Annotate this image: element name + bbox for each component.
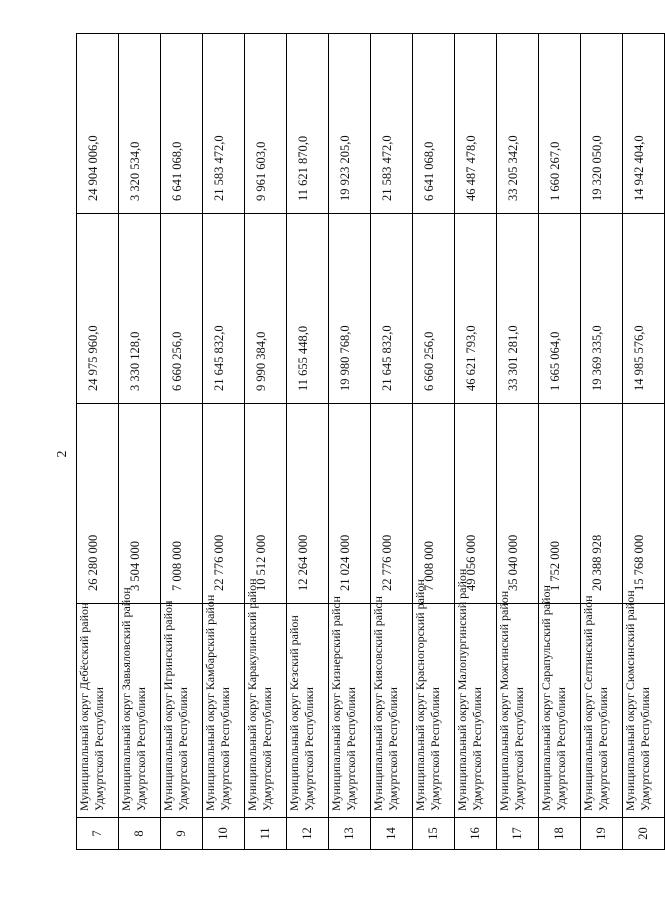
row-number: 18 [539,818,581,850]
municipality-name-line1: Муниципальный округ Камбарский район [203,594,217,811]
rotated-table-container [76,34,652,850]
page-number: 2 [55,450,70,458]
value-column-b: 24 975 960,0 [77,214,119,404]
row-number: 8 [119,818,161,850]
value-column-c: 46 487 478,0 [455,34,497,214]
row-number: 10 [203,818,245,850]
value-column-a: 10 512 000 [245,404,287,604]
row-number: 9 [161,818,203,850]
municipality-name-line2: Удмуртской Республики [134,687,148,811]
table-row [329,34,371,850]
municipality-name-line2: Удмуртской Республики [218,687,232,811]
value-column-b: 33 301 281,0 [497,214,539,404]
row-number: 12 [287,818,329,850]
value-column-a: 1 752 000 [539,404,581,604]
municipality-name-line1: Муниципальный округ Завьяловский район [119,587,133,811]
table-row [413,34,455,850]
municipality-name-line1: Муниципальный округ Каракулинский район [245,578,259,811]
row-number: 19 [581,818,623,850]
municipality-name-line2: Удмуртской Республики [554,687,568,811]
value-column-c: 1 660 267,0 [539,34,581,214]
municipality-name [497,590,539,818]
value-column-b: 11 655 448,0 [287,214,329,404]
municipality-name [161,600,203,818]
municipality-name-line1: Муниципальный округ Дебёсский район [77,602,91,811]
municipality-name-line2: Удмуртской Республики [260,687,274,811]
value-column-a: 12 264 000 [287,404,329,604]
row-number: 13 [329,818,371,850]
value-column-b: 19 369 335,0 [581,214,623,404]
value-column-b: 6 660 256,0 [161,214,203,404]
value-column-c: 11 621 870,0 [287,34,329,214]
municipality-name [371,596,413,818]
value-column-c: 19 320 050,0 [581,34,623,214]
municipality-name [119,587,161,818]
municipality-name [623,590,665,818]
municipality-name-line2: Удмуртской Республики [344,687,358,811]
municipality-name-line2: Удмуртской Республики [596,687,610,811]
municipality-name-line1: Муниципальный округ Киясовский район [371,596,385,811]
municipality-name-line2: Удмуртской Республики [302,687,316,811]
table-row [77,34,119,850]
table-row [245,34,287,850]
municipality-name-line2: Удмуртской Республики [176,687,190,811]
value-column-a: 22 776 000 [371,404,413,604]
value-column-c: 14 942 404,0 [623,34,665,214]
municipality-name-line1: Муниципальный округ Кизнерский район [329,596,343,811]
municipality-name-line2: Удмуртской Республики [92,687,106,811]
municipality-name-line2: Удмуртской Республики [470,687,484,811]
value-column-c: 6 641 068,0 [161,34,203,214]
value-column-b: 9 990 384,0 [245,214,287,404]
municipality-name-line1: Муниципальный округ Селтинский район [581,595,595,811]
value-column-b: 1 665 064,0 [539,214,581,404]
municipality-name-line1: Муниципальный округ Малопургинский район [455,568,469,811]
row-number: 16 [455,818,497,850]
value-column-c: 19 923 205,0 [329,34,371,214]
value-column-a: 35 040 000 [497,404,539,604]
municipality-name [203,594,245,818]
municipality-name-line1: Муниципальный округ Можгинский район [497,590,511,811]
value-column-b: 19 980 768,0 [329,214,371,404]
value-column-c: 6 641 068,0 [413,34,455,214]
table-row [497,34,539,850]
value-column-a: 3 504 000 [119,404,161,604]
value-column-a: 21 024 000 [329,404,371,604]
table-row [119,34,161,850]
table-row [371,34,413,850]
value-column-a: 15 768 000 [623,404,665,604]
table-row [161,34,203,850]
row-number: 11 [245,818,287,850]
municipality-name [245,578,287,818]
row-number: 17 [497,818,539,850]
value-column-c: 21 583 472,0 [203,34,245,214]
row-number: 14 [371,818,413,850]
municipality-name [539,585,581,818]
value-column-b: 21 645 832,0 [371,214,413,404]
municipality-name [77,604,119,818]
value-column-b: 21 645 832,0 [203,214,245,404]
value-column-b: 46 621 793,0 [455,214,497,404]
value-column-c: 33 205 342,0 [497,34,539,214]
municipality-name-line1: Муниципальный округ Красногорский район [413,579,427,811]
row-number: 20 [623,818,665,850]
value-column-a: 22 776 000 [203,404,245,604]
value-column-c: 9 961 603,0 [245,34,287,214]
value-column-a: 7 008 000 [161,404,203,604]
value-column-a: 7 008 000 [413,404,455,604]
row-number: 7 [77,818,119,850]
municipality-name [455,568,497,818]
municipality-name-line2: Удмуртской Республики [638,687,652,811]
municipality-name [413,579,455,818]
municipality-name-line1: Муниципальный округ Кезский район [287,615,301,811]
municipality-name [581,595,623,818]
value-column-a: 49 056 000 [455,404,497,604]
table-row [581,34,623,850]
value-column-c: 3 320 534,0 [119,34,161,214]
value-column-b: 6 660 256,0 [413,214,455,404]
municipality-name-line1: Муниципальный округ Игринский район [161,600,175,811]
municipality-name-line1: Муниципальный округ Сюмсинский район [623,590,637,811]
value-column-a: 20 388 928 [581,404,623,604]
row-number: 15 [413,818,455,850]
table-body [77,34,665,850]
table-row [623,34,665,850]
municipality-name-line1: Муниципальный округ Сарапульский район [539,585,553,811]
table-row [539,34,581,850]
municipality-name [329,596,371,818]
value-column-c: 24 904 006,0 [77,34,119,214]
table-row [455,34,497,850]
table-row [203,34,245,850]
value-column-b: 3 330 128,0 [119,214,161,404]
municipality-name-line2: Удмуртской Республики [512,687,526,811]
municipality-name-line2: Удмуртской Республики [386,687,400,811]
value-column-b: 14 985 576,0 [623,214,665,404]
allocation-table [76,33,665,850]
value-column-c: 21 583 472,0 [371,34,413,214]
municipality-name [287,604,329,818]
value-column-a: 26 280 000 [77,404,119,604]
municipality-name-line2: Удмуртской Республики [428,687,442,811]
table-row [287,34,329,850]
